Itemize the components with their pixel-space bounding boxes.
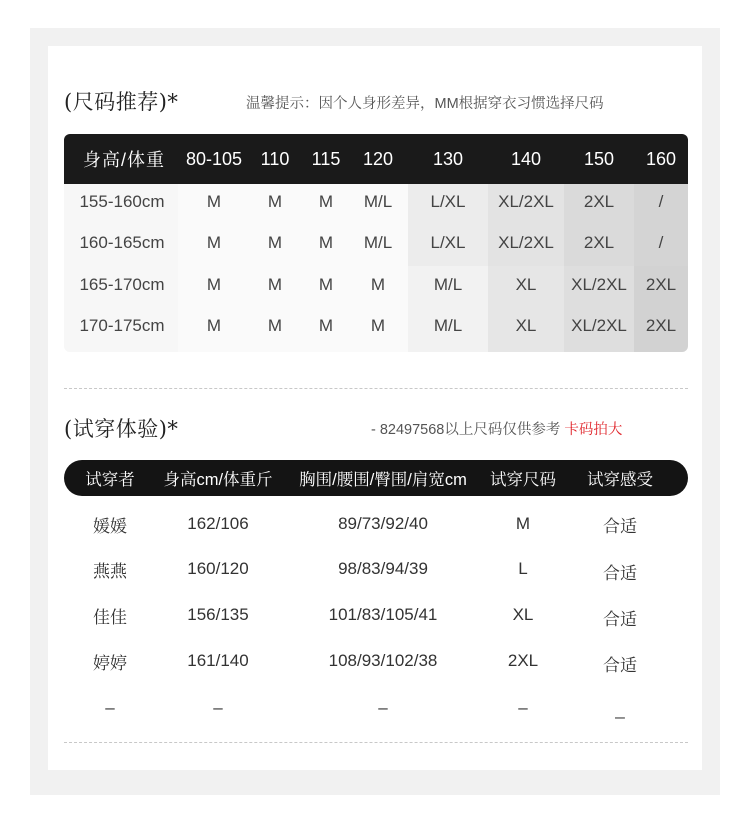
trial-cell: 160/120	[187, 559, 249, 578]
size-cell: XL	[515, 275, 537, 294]
trial-cell: 2XL	[507, 651, 539, 670]
trial-cell: 162/106	[187, 514, 249, 533]
header-cell: 160	[645, 148, 677, 169]
trial-header-cell: 胸围/腰围/臀围/肩宽cm	[299, 471, 467, 489]
trial-cell: 燕燕	[93, 561, 127, 581]
trial-cell: _	[615, 700, 625, 719]
size-cell: 2XL	[583, 233, 615, 252]
size-cell: XL/2XL	[498, 192, 554, 211]
trial-tip	[371, 418, 622, 439]
trial-header-cell: 试穿者	[85, 471, 135, 489]
trial-section-title: (试穿体验)*	[64, 417, 179, 441]
trial-tip-highlight: 卡码拍大	[564, 422, 623, 438]
trial-cell: –	[518, 698, 528, 717]
trial-cell: 合适	[603, 655, 637, 675]
trial-cell: M	[515, 514, 531, 533]
size-cell: M/L	[433, 316, 463, 335]
header-cell: 身高/体重	[82, 150, 165, 170]
row-label: 165-170cm	[79, 275, 165, 294]
size-cell: XL/2XL	[571, 316, 627, 335]
header-cell: 115	[311, 148, 341, 169]
trial-cell: 89/73/92/40	[338, 514, 428, 533]
header-cell: 80-105	[185, 148, 243, 169]
trial-cell: 98/83/94/39	[338, 559, 428, 578]
size-cell: L/XL	[430, 233, 466, 252]
bottom-divider	[64, 742, 688, 743]
size-cell: M/L	[433, 275, 463, 294]
trial-cell: 媛媛	[93, 516, 127, 536]
trial-cell: 合适	[603, 563, 637, 583]
trial-cell: 156/135	[187, 605, 249, 624]
size-cell: /	[658, 192, 664, 211]
size-cell: M	[267, 275, 283, 294]
trial-cell: –	[213, 698, 223, 717]
trial-cell: 合适	[603, 516, 637, 536]
size-cell: M	[206, 233, 222, 252]
trial-header-cell: 试穿感受	[587, 471, 653, 489]
size-cell: M/L	[363, 233, 393, 252]
size-cell: 2XL	[645, 275, 677, 294]
header-cell: 140	[510, 148, 542, 169]
header-cell: 120	[362, 148, 394, 169]
size-cell: /	[658, 233, 664, 252]
size-cell: 2XL	[645, 316, 677, 335]
size-cell: M	[318, 233, 334, 252]
header-cell: 110	[260, 148, 290, 169]
size-cell: M	[318, 316, 334, 335]
size-tip: 温馨提示：因个人身形差异，MM根据穿衣习惯选择尺码	[246, 96, 604, 112]
size-section-title: (尺码推荐)*	[64, 90, 179, 114]
row-label: 170-175cm	[79, 316, 165, 335]
size-cell: XL	[515, 316, 537, 335]
size-cell: M	[206, 275, 222, 294]
row-label: 160-165cm	[79, 233, 165, 252]
trial-header-cell: 身高cm/体重斤	[163, 471, 273, 489]
size-cell: M	[370, 316, 386, 335]
size-cell: M	[267, 316, 283, 335]
size-cell: M	[318, 192, 334, 211]
size-cell: XL/2XL	[498, 233, 554, 252]
size-cell: L/XL	[430, 192, 466, 211]
size-cell: M/L	[363, 192, 393, 211]
header-cell: 130	[432, 148, 464, 169]
trial-tip-text: - 82497568以上尺码仅供参考	[371, 422, 565, 438]
size-cell: M	[267, 233, 283, 252]
trial-cell: 108/93/102/38	[328, 651, 438, 670]
trial-cell: 101/83/105/41	[328, 605, 438, 624]
trial-cell: 161/140	[187, 651, 249, 670]
header-cell: 150	[583, 148, 615, 169]
trial-cell: L	[518, 559, 528, 578]
size-cell: XL/2XL	[571, 275, 627, 294]
trial-cell: 合适	[603, 609, 637, 629]
trial-cell: XL	[512, 605, 534, 624]
trial-cell: –	[105, 698, 115, 717]
size-cell: 2XL	[583, 192, 615, 211]
size-cell: M	[318, 275, 334, 294]
trial-cell: 佳佳	[93, 607, 127, 627]
row-label: 155-160cm	[79, 192, 165, 211]
trial-cell: 婷婷	[93, 653, 127, 673]
size-table	[64, 134, 688, 352]
size-cell: M	[267, 192, 283, 211]
size-cell: M	[370, 275, 386, 294]
trial-header-cell: 试穿尺码	[490, 471, 556, 489]
size-cell: M	[206, 316, 222, 335]
trial-cell: –	[378, 698, 388, 717]
section-divider	[64, 388, 688, 389]
size-cell: M	[206, 192, 222, 211]
